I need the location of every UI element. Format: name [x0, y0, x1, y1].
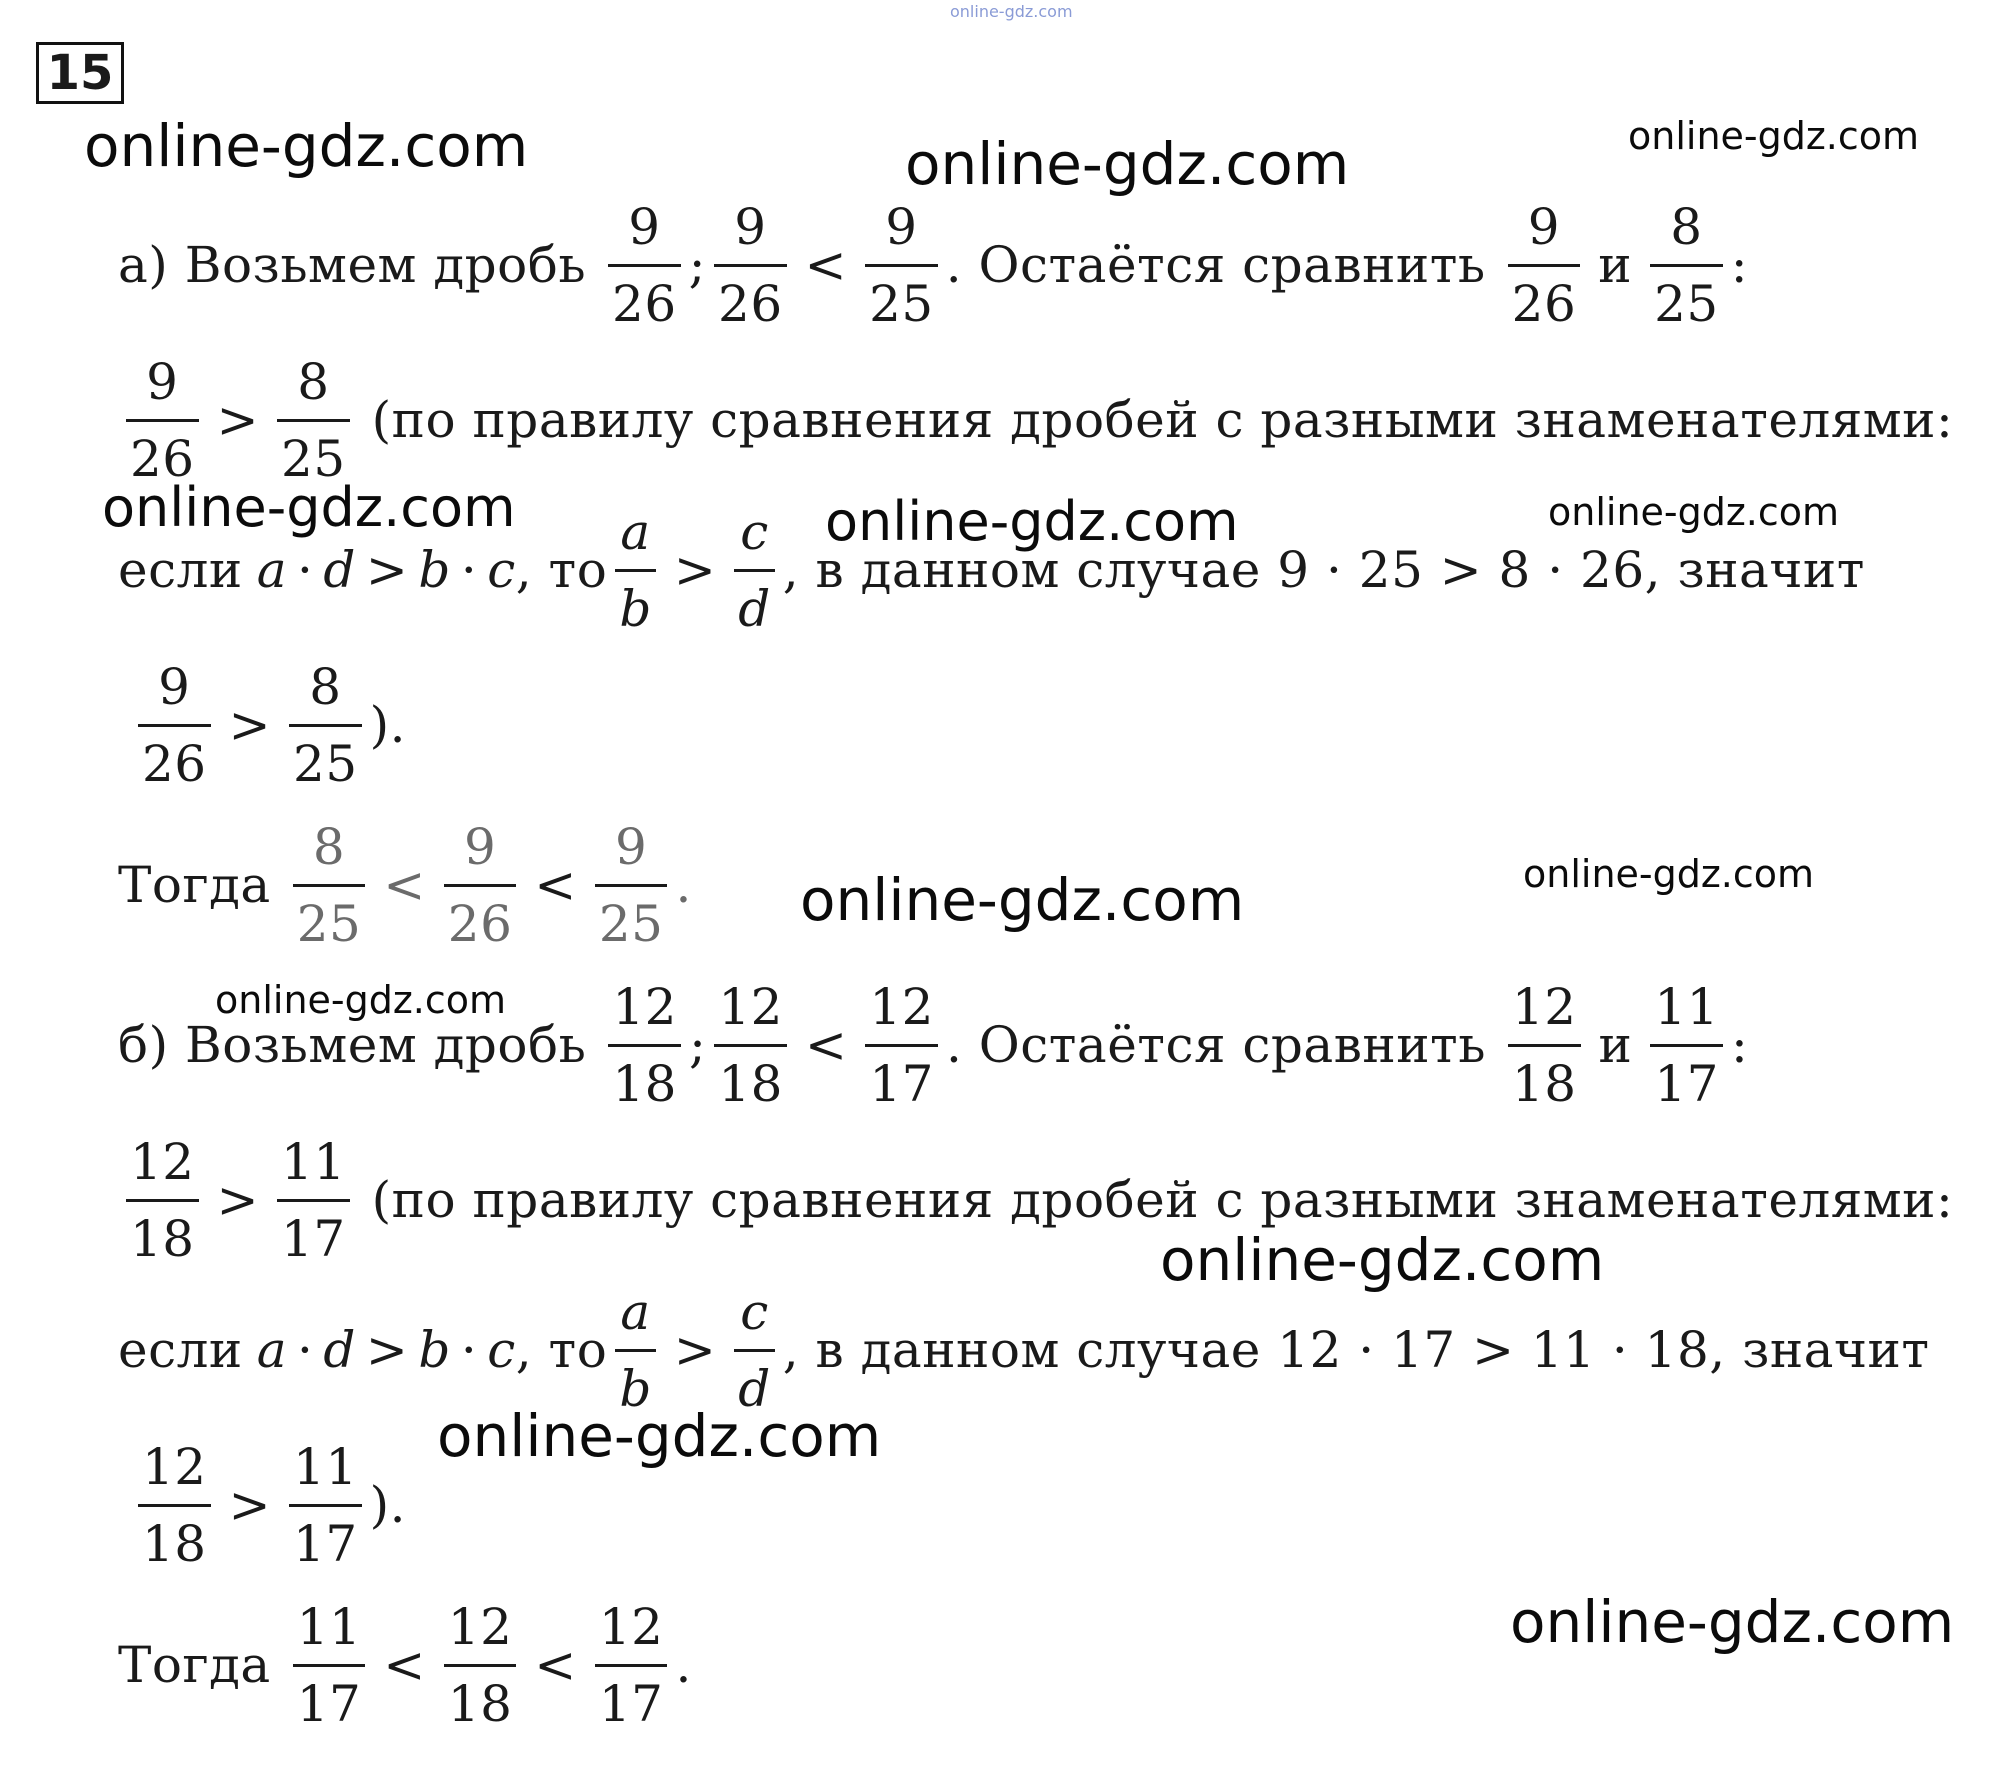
part-b-line-1: б) Возьмем дробь $\frac{12}{18}$ ; $\frac{12}{18}$ < $\frac{12}{17}$ . Остаётся сравнить $\frac{12}{18}$ и $\frac{11}{17}$ : [118, 977, 1749, 1113]
fraction: $\frac{12}{18}$ [138, 1442, 211, 1569]
watermark: online-gdz.com [1628, 114, 1920, 158]
case-text: , в данном случае 12 · 17 > 11 · 18, значит [782, 1321, 1930, 1379]
part-a-intro: а) Возьмем дробь [118, 236, 587, 294]
watermark-top: online-gdz.com [950, 2, 1073, 21]
watermark: online-gdz.com [1548, 490, 1840, 534]
fraction: $\frac{8}{25}$ [289, 662, 362, 789]
fraction: $\frac{9}{26}$ [608, 202, 681, 329]
fraction: $\frac{11}{17}$ [277, 1137, 350, 1264]
watermark: online-gdz.com [437, 1402, 882, 1470]
fraction: $\frac{9}{25}$ [865, 202, 938, 329]
rule-text: (по правилу сравнения дробей с разными знаменателями: [371, 391, 1954, 449]
fraction: $\frac{12}{18}$ [714, 982, 787, 1109]
remain-text: . Остаётся сравнить [945, 1016, 1486, 1074]
part-b-line-2: $\frac{12}{18}$ > $\frac{11}{17}$ (по правилу сравнения дробей с разными знаменателями: [118, 1130, 1953, 1270]
fraction: $\frac{8}{25}$ [277, 357, 350, 484]
fraction: $\frac{c}{d}$ [734, 1287, 775, 1414]
watermark: online-gdz.com [825, 490, 1239, 553]
part-a-line-5: Тогда $\frac{8}{25}$ < $\frac{9}{26}$ < $\frac{9}{25}$ . [118, 817, 692, 953]
fraction: $\frac{11}{17}$ [289, 1442, 362, 1569]
part-b-intro: б) Возьмем дробь [118, 1016, 587, 1074]
fraction: $\frac{a}{b}$ [615, 1287, 656, 1414]
fraction: $\frac{12}{18}$ [1508, 982, 1581, 1109]
fraction: $\frac{12}{18}$ [608, 982, 681, 1109]
watermark: online-gdz.com [800, 866, 1245, 934]
part-a-line-2: $\frac{9}{26}$ > $\frac{8}{25}$ (по правилу сравнения дробей с разными знаменателями: [118, 350, 1953, 490]
fraction: $\frac{11}{17}$ [1650, 982, 1723, 1109]
fraction: $\frac{9}{26}$ [1508, 202, 1581, 329]
fraction: $\frac{8}{25}$ [293, 822, 366, 949]
watermark: online-gdz.com [1160, 1226, 1605, 1294]
fraction: $\frac{c}{d}$ [734, 507, 775, 634]
part-a-line-3: если a · d > b · c , то $\frac{a}{b}$ > $\frac{c}{d}$ , в данном случае 9 · 25 > 8 · 26, значит [118, 502, 1865, 638]
part-a-line-4: $\frac{9}{26}$ > $\frac{8}{25}$ ). [130, 655, 406, 795]
part-a-line-1: а) Возьмем дробь $\frac{9}{26}$ ; $\frac{9}{26}$ < $\frac{9}{25}$ . Остаётся сравнить $\frac{9}{26}$ и $\frac{8}{25}$ : [118, 197, 1749, 333]
fraction: $\frac{9}{26}$ [126, 357, 199, 484]
watermark: online-gdz.com [905, 130, 1350, 198]
watermark: online-gdz.com [1510, 1588, 1955, 1656]
part-b-line-4: $\frac{12}{18}$ > $\frac{11}{17}$ ). [130, 1435, 406, 1575]
watermark: online-gdz.com [84, 112, 529, 180]
part-b-line-3: если a · d > b · c , то $\frac{a}{b}$ > $\frac{c}{d}$ , в данном случае 12 · 17 > 11 · 18, значит [118, 1282, 1930, 1418]
fraction: $\frac{12}{17}$ [595, 1602, 668, 1729]
fraction: $\frac{9}{26}$ [138, 662, 211, 789]
fraction: $\frac{a}{b}$ [615, 507, 656, 634]
fraction: $\frac{12}{17}$ [865, 982, 938, 1109]
case-text: , в данном случае 9 · 25 > 8 · 26, значит [782, 541, 1865, 599]
fraction: $\frac{9}{26}$ [714, 202, 787, 329]
rule-text: (по правилу сравнения дробей с разными знаменателями: [371, 1171, 1954, 1229]
watermark: online-gdz.com [1523, 852, 1815, 896]
part-b-line-5: Тогда $\frac{11}{17}$ < $\frac{12}{18}$ < $\frac{12}{17}$ . [118, 1597, 692, 1733]
fraction: $\frac{11}{17}$ [293, 1602, 366, 1729]
fraction: $\frac{9}{26}$ [444, 822, 517, 949]
fraction: $\frac{12}{18}$ [444, 1602, 517, 1729]
fraction: $\frac{8}{25}$ [1650, 202, 1723, 329]
problem-number: 15 [36, 42, 124, 104]
fraction: $\frac{12}{18}$ [126, 1137, 199, 1264]
remain-text: . Остаётся сравнить [945, 236, 1486, 294]
watermark: online-gdz.com [102, 476, 516, 539]
fraction: $\frac{9}{25}$ [595, 822, 668, 949]
watermark: online-gdz.com [215, 978, 507, 1022]
